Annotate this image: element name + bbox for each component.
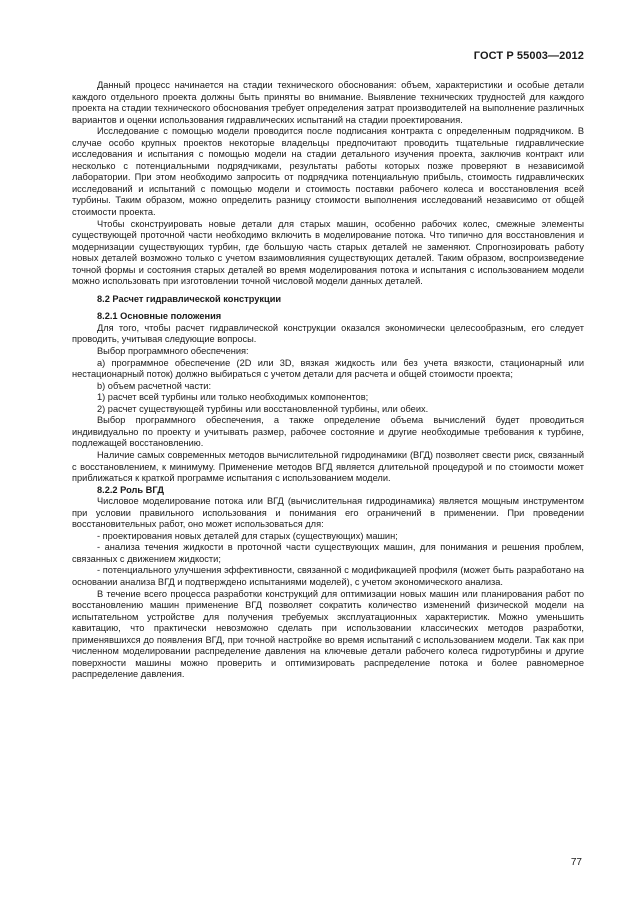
list-item-dash-3: - потенциального улучшения эффективности, связанной с модификацией профиля (может быть разработано на основании анализа ВГД и подтверждено испытаниями моделей), с учетом экономического анализа. [72,565,584,587]
list-item-1: 1) расчет всей турбины или только необходимых компонентов; [97,392,369,403]
paragraph-process-start: Данный процесс начинается на стадии технического обоснования: объем, характеристики и особые детали каждого отдельного проекта должны быть приняты во внимание. Выявление технических трудностей для каждого проекта на стадии технического обоснования требует определения затрат производителей на выполнение различных вариантов и оценки использования гидравлических испытаний на стадии проектирования. [72,80,584,125]
paragraph-software-choice: Выбор программного обеспечения: [97,346,249,357]
paragraph-model-research: Исследование с помощью модели проводится после подписания контракта с определенным подрядчиком. В случае особо крупных проектов некоторые владельцы предпочитают проводить тщательные гидравлические исследования и испытания с помощью модели на стадии детального изучения проекта, заключив контракт или несколько с потенциальными подрядчиками, результаты работы которых позже проверяют в независимой лаборатории. При этом необходимо запросить от подрядчика потенциальную прибыль, стоимость гидравлических исследований и испытаний с помощью модели и стоимость поставки рабочего колеса и восстановления всей турбины. Таким образом, можно определить разницу стоимости выполнения исследований независимо от общей стоимости проекта. [72,126,584,218]
paragraph-cfd-development: В течение всего процесса разработки конструкций для оптимизации новых машин или планирования работ по восстановлению машин применение ВГД позволяет сократить количество изменений физической модели на испытательном устройстве для получения требуемых эксплуатационных характеристик. Можно уменьшить кавитацию, что практически невозможно сделать при использовании классических методов разработки, применявшихся до появления ВГД, при точной настройке во время испытаний с использованием модели. Так как при численном моделировании распределение давления на ключевые детали рабочего колеса гидротурбины и другие поверхности машины можно проверить и оптимизировать распределение потока и более равномерное распределение давления. [72,588,584,680]
subsection-heading-8-2-1: 8.2.1 Основные положения [97,311,222,322]
document-body [72,80,584,681]
list-item-dash-2: - анализа течения жидкости в проточной части существующих машин, для понимания и решения проблем, связанных с движением жидкости; [72,542,584,564]
paragraph-cfd-methods: Наличие самых современных методов вычислительной гидродинамики (ВГД) позволяет свести риск, связанный с восстановлением, к минимуму. Применение методов ВГД является длительной процедурой и по стоимости может приближаться к краткой программе испытания с использованием модели. [72,449,584,484]
subsection-heading-8-2-2: 8.2.2 Роль ВГД [97,484,164,495]
paragraph-software-individual: Выбор программного обеспечения, а также определение объема вычислений будет проводиться индивидуально по проекту и учитывать размер, рабочее состояние и другие необходимые требования к турбине, подлежащей восстановлению. [72,415,584,449]
paragraph-new-parts-design: Чтобы сконструировать новые детали для старых машин, особенно рабочих колес, смежные элементы существующей проточной части необходимо включить в моделирование потока. Что типично для восстановления и модернизации существующих турбин, где большую часть старых деталей не заменяют. Спрогнозировать работу новых деталей возможно только с учетом взаимовлияния существующих деталей. Таким образом, воспроизведение точной формы и состояния старых деталей во время моделирования потока и испытания с использованием модели можно использовать при изготовлении точной числовой модели данных деталей. [72,218,584,287]
document-code-header: ГОСТ Р 55003—2012 [473,50,584,62]
paragraph-cfd-role: Числовое моделирование потока или ВГД (вычислительная гидродинамика) является мощным инструментом при условии правильного использования и понимания его ограничений в применении. При проведении восстановительных работ, оно может использоваться для: [72,496,584,530]
paragraph-calculation-intro: Для того, чтобы расчет гидравлической конструкции оказался экономически целесообразным, его следует проводить, учитывая следующие вопросы. [72,322,584,345]
page-number: 77 [570,857,582,868]
list-item-dash-1: - проектирования новых деталей для старых (существующих) машин; [97,530,398,541]
list-item-2: 2) расчет существующей турбины или восстановленной турбины, или обеих. [97,403,429,414]
list-item-a: a) программное обеспечение (2D или 3D, вязкая жидкость или без учета вязкости, стационарный или нестационарный поток) должно выбираться с учетом детали для расчета и общей стоимости проекта; [72,357,584,380]
list-item-b: b) объем расчетной части: [97,380,212,391]
section-heading-8-2: 8.2 Расчет гидравлической конструкции [97,293,282,304]
